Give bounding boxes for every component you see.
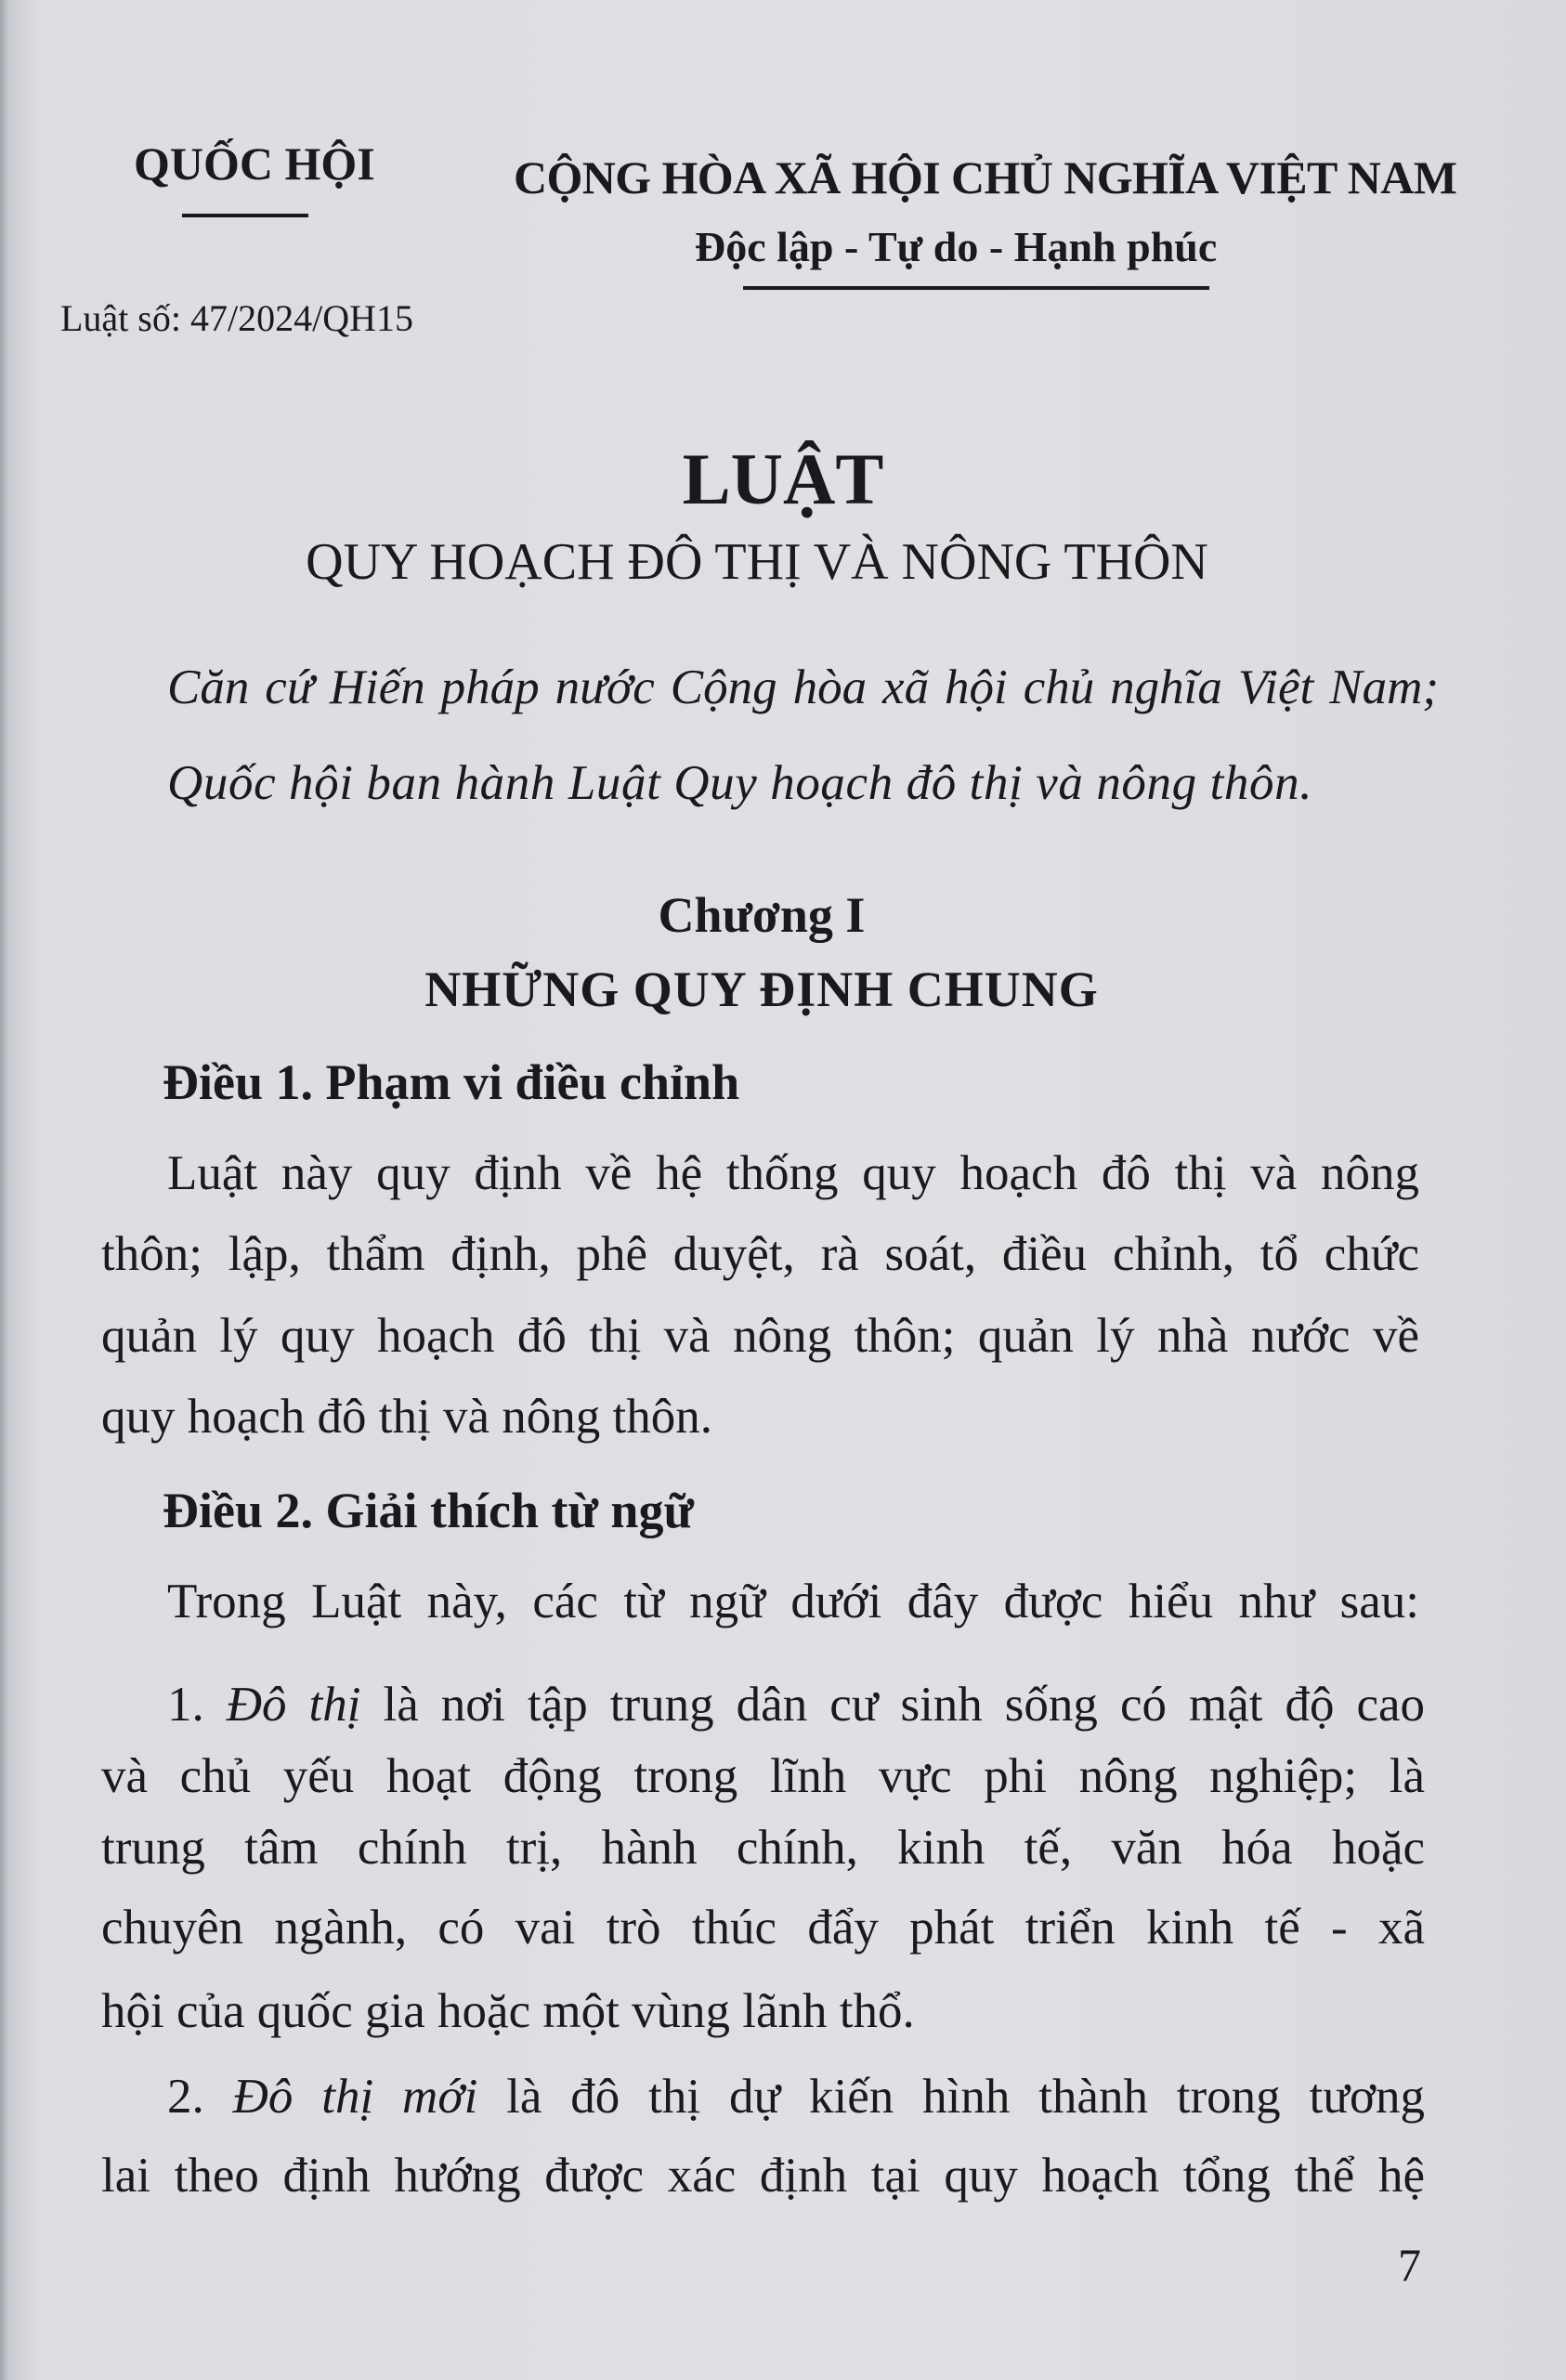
country-name: CỘNG HÒA XÃ HỘI CHỦ NGHĨA VIỆT NAM (514, 151, 1457, 203)
definition-number: 1. (167, 1678, 204, 1732)
page-number: 7 (1398, 2239, 1421, 2291)
article-1-line: quy hoạch đô thị và nông thôn. (101, 1390, 712, 1444)
definition-1-line: hội của quốc gia hoặc một vùng lãnh thổ. (101, 1984, 915, 2038)
definition-1-line: và chủ yếu hoạt động trong lĩnh vực phi nông nghiệp; là (101, 1749, 1425, 1803)
definition-number: 2. (167, 2070, 204, 2124)
definition-1-line: trung tâm chính trị, hành chính, kinh tế, văn hóa hoặc (101, 1821, 1425, 1875)
definition-2-line: lai theo định hướng được xác định tại quy hoạch tổng thể hệ (101, 2149, 1425, 2203)
article-2-heading: Điều 2. Giải thích từ ngữ (163, 1483, 694, 1538)
definition-text: là đô thị dự kiến hình thành trong tương (506, 2070, 1426, 2124)
law-number: Luật số: 47/2024/QH15 (60, 297, 413, 339)
article-1-line: Luật này quy định về hệ thống quy hoạch đô thị và nông (167, 1146, 1419, 1200)
definition-2-first-line (167, 2060, 1425, 2134)
chapter-name: NHỮNG QUY ĐỊNH CHUNG (424, 961, 1099, 1017)
article-1-line: quản lý quy hoạch đô thị và nông thôn; quản lý nhà nước về (101, 1309, 1419, 1363)
preamble-line: Căn cứ Hiến pháp nước Cộng hòa xã hội chủ nghĩa Việt Nam; (167, 660, 1439, 714)
defined-term: Đô thị mới (232, 2070, 478, 2124)
article-1-heading: Điều 1. Phạm vi điều chỉnh (163, 1054, 740, 1110)
law-title: LUẬT (682, 438, 884, 519)
issuer-divider (182, 214, 308, 217)
definition-1-first-line (167, 1667, 1425, 1742)
definition-1-line: chuyên ngành, có vai trò thúc đẩy phát triển kinh tế - xã (101, 1901, 1425, 1955)
article-1-line: thôn; lập, thẩm định, phê duyệt, rà soát, điều chỉnh, tổ chức (101, 1227, 1419, 1281)
defined-term: Đô thị (226, 1678, 361, 1732)
national-motto: Độc lập - Tự do - Hạnh phúc (695, 223, 1218, 270)
motto-divider (743, 286, 1209, 290)
preamble-line: Quốc hội ban hành Luật Quy hoạch đô thị và nông thôn. (167, 756, 1313, 810)
law-subtitle: QUY HOẠCH ĐÔ THỊ VÀ NÔNG THÔN (306, 533, 1208, 591)
definition-text: là nơi tập trung dân cư sinh sống có mật độ cao (383, 1678, 1426, 1732)
article-2-intro: Trong Luật này, các từ ngữ dưới đây được hiểu như sau: (167, 1575, 1419, 1628)
chapter-number: Chương I (658, 887, 866, 943)
issuer-label: QUỐC HỘI (134, 137, 375, 190)
